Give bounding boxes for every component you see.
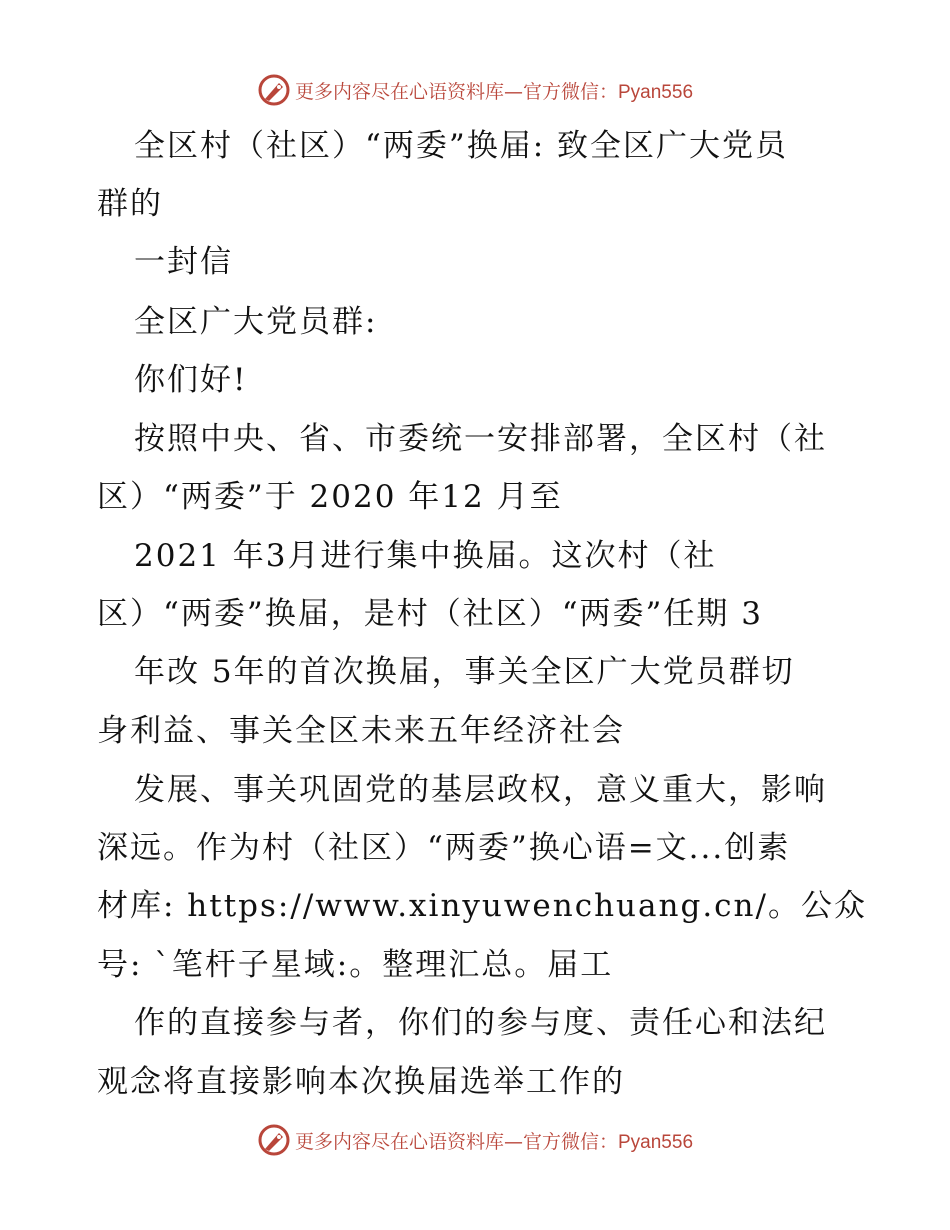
watermark-text: 更多内容尽在心语资料库—官方微信：Pyan556 [294,80,694,103]
text-line: 按照中央、省、市委统一安排部署，全区村（社 [134,421,827,457]
text-line: 观念将直接影响本次换届选举工作的 [97,1064,625,1100]
text-line: 群的 [97,186,163,222]
text-line: 一封信 [134,244,233,280]
pen-nib-logo-icon [257,1123,291,1157]
text-line: 全区村（社区）“两委”换届: 致全区广大党员 [134,128,788,164]
watermark-text: 更多内容尽在心语资料库—官方微信：Pyan556 [294,1130,694,1153]
text-line: 作的直接参与者，你们的参与度、责任心和法纪 [134,1005,827,1041]
text-line: 深远。作为村（社区）“两委”换心语=文...创素 [97,830,791,866]
text-line: 发展、事关巩固党的基层政权，意义重大，影响 [134,772,827,808]
text-line: 2021 年3月进行集中换届。这次村（社 [134,538,717,574]
text-line: 区）“两委”换届，是村（社区）“两委”任期 3 [97,596,763,632]
text-line: 材库: https://www.xinyuwenchuang.cn/。公众 [97,888,867,924]
text-line: 你们好! [134,362,248,398]
text-line: 年改 5年的首次换届，事关全区广大党员群切 [134,654,795,690]
footer-watermark [0,1120,950,1160]
header-watermark [0,70,950,110]
pen-nib-logo-icon [257,73,291,107]
text-line: 区）“两委”于 2020 年12 月至 [97,479,563,515]
text-line: 身利益、事关全区未来五年经济社会 [97,713,625,749]
text-line: 全区广大党员群: [134,304,378,340]
text-line: 号: `笔杆子星域:。整理汇总。届工 [97,947,614,983]
